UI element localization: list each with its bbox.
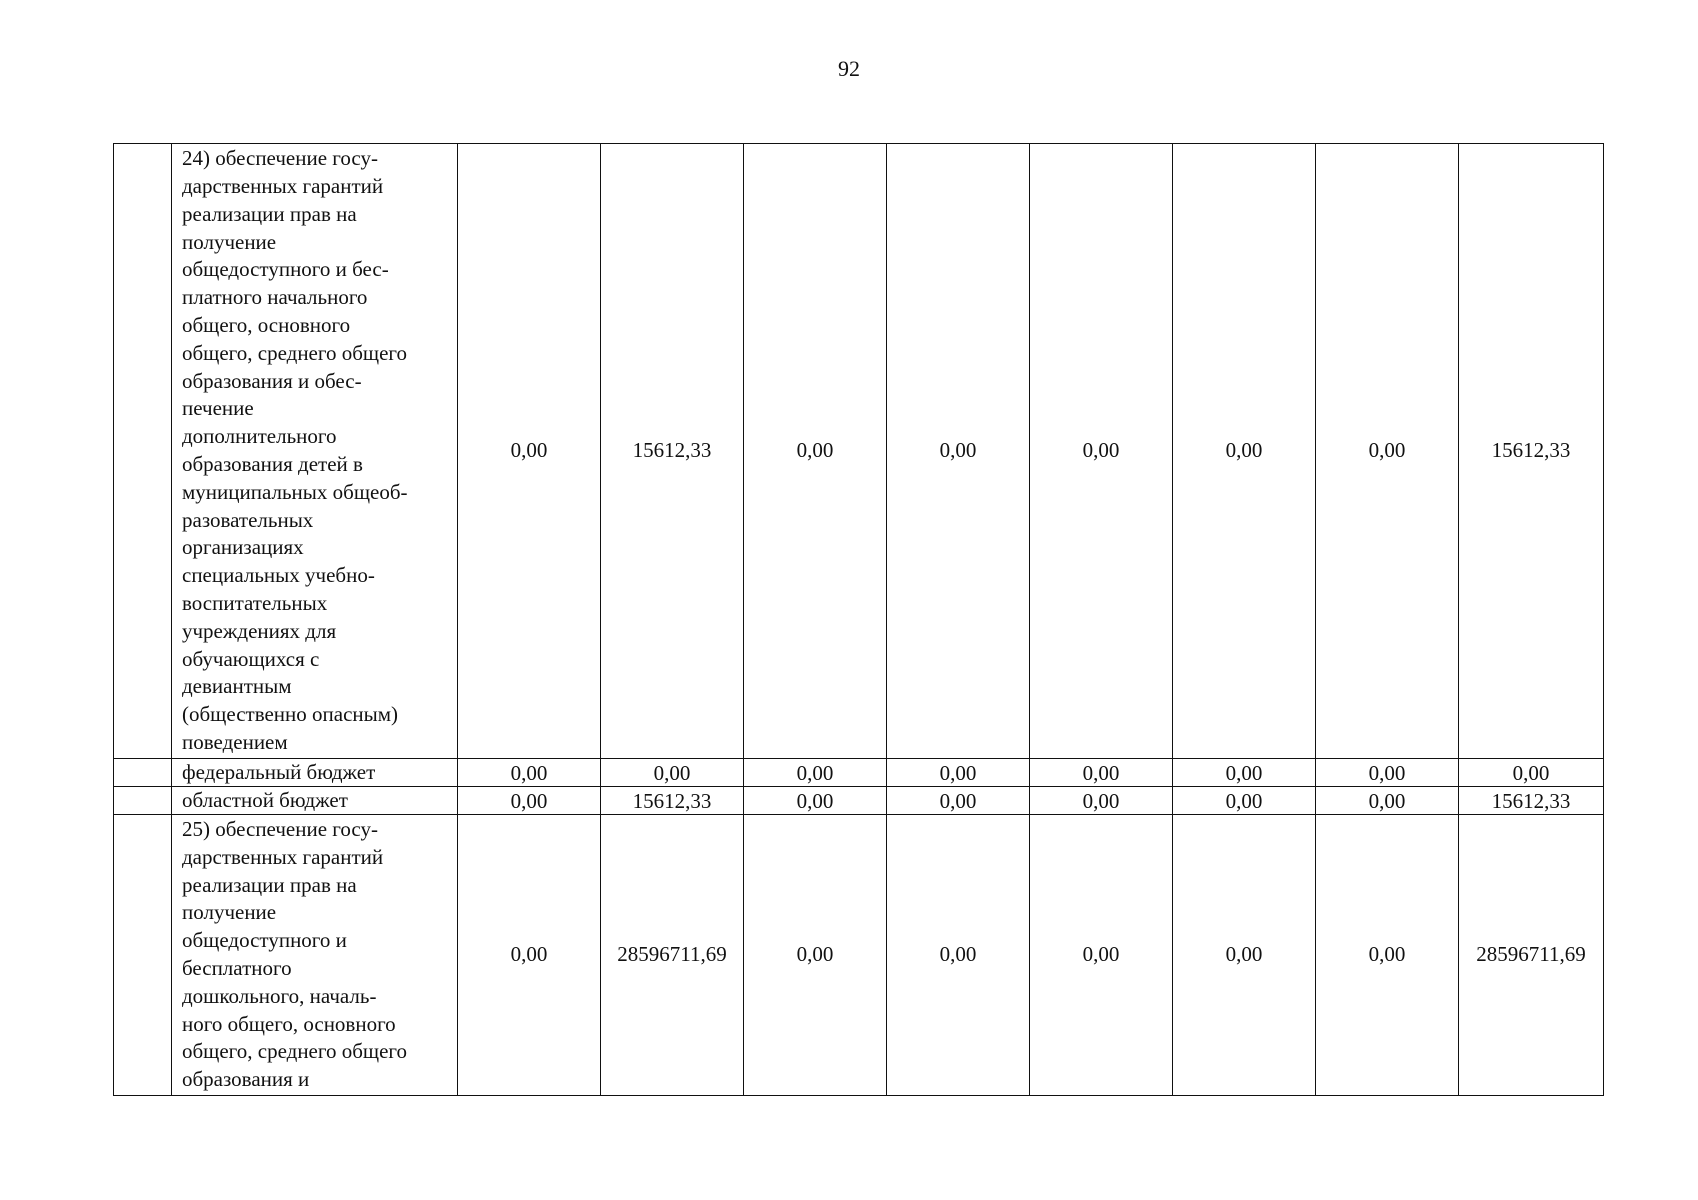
row-number-cell	[114, 144, 172, 759]
row-description: 24) обеспечение госу- дарственных гарантий реализации прав на получение общедоступного и бес- платного начального общего, основного общего, среднего общего образования и обес- печение дополнительного образования детей в муниципальных общеоб- разовательных организациях специальных учебно- воспитательных учреждениях для обучающихся с девиантным (общественно опасным) поведением	[182, 146, 408, 754]
row-number-cell	[114, 815, 172, 1096]
page-number: 92	[838, 56, 860, 81]
value-cell: 0,00	[1173, 815, 1316, 1096]
value-cell: 15612,33	[1459, 144, 1604, 759]
value-cell: 0,00	[1030, 815, 1173, 1096]
value-cell: 0,00	[1459, 759, 1604, 787]
value-cell: 0,00	[887, 144, 1030, 759]
value-cell: 28596711,69	[1459, 815, 1604, 1096]
row-number-cell	[114, 759, 172, 787]
value-cell: 0,00	[458, 787, 601, 815]
value-cell: 0,00	[1030, 787, 1173, 815]
value-cell: 0,00	[744, 144, 887, 759]
value-cell: 0,00	[1173, 787, 1316, 815]
table-row	[114, 759, 1604, 787]
value-cell: 0,00	[1030, 144, 1173, 759]
value-cell: 0,00	[744, 787, 887, 815]
value-cell: 0,00	[1316, 759, 1459, 787]
budget-table	[113, 143, 1604, 1096]
row-number-cell	[114, 787, 172, 815]
value-cell: 0,00	[458, 759, 601, 787]
row-description: федеральный бюджет	[172, 759, 458, 787]
value-cell: 15612,33	[1459, 787, 1604, 815]
value-cell: 0,00	[887, 759, 1030, 787]
row-description-cell	[172, 144, 458, 759]
table-row	[114, 144, 1604, 759]
value-cell: 0,00	[1316, 787, 1459, 815]
value-cell: 15612,33	[601, 144, 744, 759]
row-description: областной бюджет	[172, 787, 458, 815]
value-cell: 0,00	[887, 787, 1030, 815]
value-cell: 0,00	[458, 815, 601, 1096]
row-description: 25) обеспечение госу- дарственных гарантий реализации прав на получение общедоступного и бесплатного дошкольного, началь- ного общего, основного общего, среднего общего образования и	[182, 817, 407, 1092]
value-cell: 0,00	[744, 815, 887, 1096]
value-cell: 28596711,69	[601, 815, 744, 1096]
value-cell: 0,00	[601, 759, 744, 787]
value-cell: 15612,33	[601, 787, 744, 815]
value-cell: 0,00	[887, 815, 1030, 1096]
table-row	[114, 787, 1604, 815]
row-description-cell	[172, 815, 458, 1096]
table-row	[114, 815, 1604, 1096]
value-cell: 0,00	[744, 759, 887, 787]
value-cell: 0,00	[1316, 815, 1459, 1096]
value-cell: 0,00	[1030, 759, 1173, 787]
value-cell: 0,00	[1173, 144, 1316, 759]
value-cell: 0,00	[458, 144, 601, 759]
value-cell: 0,00	[1173, 759, 1316, 787]
value-cell: 0,00	[1316, 144, 1459, 759]
